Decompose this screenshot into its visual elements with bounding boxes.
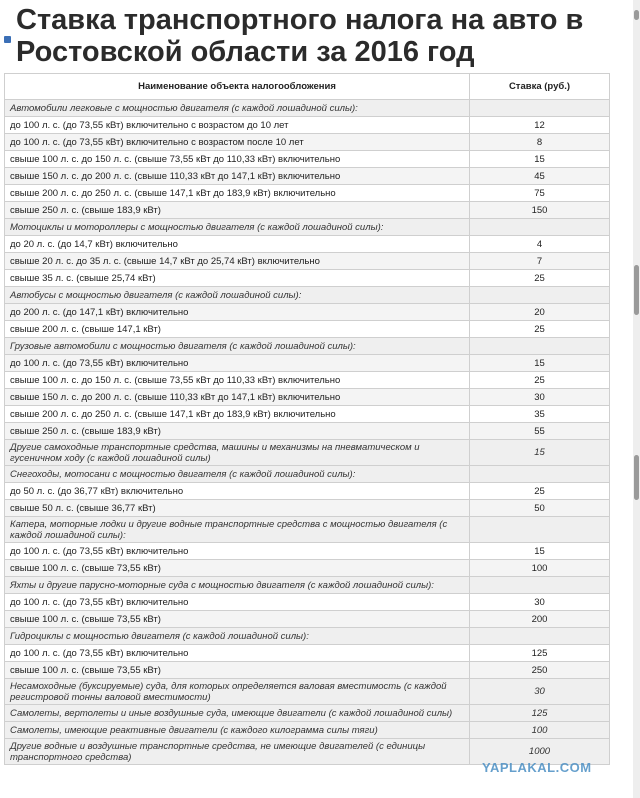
rate-cell: 100 (470, 560, 610, 577)
object-name-cell: свыше 100 л. с. (свыше 73,55 кВт) (5, 560, 470, 577)
rate-cell: 50 (470, 500, 610, 517)
object-name-cell: до 100 л. с. (до 73,55 кВт) включительно (5, 355, 470, 372)
rate-cell (470, 338, 610, 355)
bullet-marker-icon (4, 36, 11, 43)
rate-cell (470, 219, 610, 236)
rate-cell: 75 (470, 185, 610, 202)
object-name-cell: Другие самоходные транспортные средства, машины и механизмы на пневматическом и гусеничном ходу (с каждой лошадиной силы) (5, 440, 470, 466)
object-name-cell: свыше 250 л. с. (свыше 183,9 кВт) (5, 423, 470, 440)
object-name-cell: до 100 л. с. (до 73,55 кВт) включительно с возрастом после 10 лет (5, 134, 470, 151)
table-category-row (5, 219, 610, 236)
object-name-cell: до 50 л. с. (до 36,77 кВт) включительно (5, 483, 470, 500)
title-block (0, 0, 640, 72)
object-name-cell: Катера, моторные лодки и другие водные транспортные средства с мощностью двигателя (с каждой лошадиной силы): (5, 517, 470, 543)
rate-cell (470, 100, 610, 117)
rate-cell: 125 (470, 645, 610, 662)
object-name-cell: свыше 200 л. с. (свыше 147,1 кВт) (5, 321, 470, 338)
table-category-row (5, 338, 610, 355)
rate-cell: 100 (470, 722, 610, 739)
rate-cell: 7 (470, 253, 610, 270)
rate-cell (470, 628, 610, 645)
object-name-cell: свыше 200 л. с. до 250 л. с. (свыше 147,1 кВт до 183,9 кВт) включительно (5, 185, 470, 202)
object-name-cell: Яхты и другие парусно-моторные суда с мощностью двигателя (с каждой лошадиной силы): (5, 577, 470, 594)
rate-cell (470, 517, 610, 543)
object-name-cell: Автомобили легковые с мощностью двигателя (с каждой лошадиной силы): (5, 100, 470, 117)
object-name-cell: Самолеты, имеющие реактивные двигатели (с каждого килограмма силы тяги) (5, 722, 470, 739)
rate-cell: 30 (470, 594, 610, 611)
rate-cell: 8 (470, 134, 610, 151)
table-row (5, 253, 610, 270)
table-row (5, 236, 610, 253)
object-name-cell: Несамоходные (буксируемые) суда, для которых определяется валовая вместимость (с каждой регистровой тонны валовой вместимости) (5, 679, 470, 705)
object-name-cell: до 200 л. с. (до 147,1 кВт) включительно (5, 304, 470, 321)
scrollbar-track[interactable] (633, 0, 640, 798)
table-row (5, 560, 610, 577)
table-category-row (5, 628, 610, 645)
object-name-cell: свыше 250 л. с. (свыше 183,9 кВт) (5, 202, 470, 219)
object-name-cell: свыше 150 л. с. до 200 л. с. (свыше 110,33 кВт до 147,1 кВт) включительно (5, 389, 470, 406)
object-name-cell: свыше 150 л. с. до 200 л. с. (свыше 110,33 кВт до 147,1 кВт) включительно (5, 168, 470, 185)
object-name-cell: до 100 л. с. (до 73,55 кВт) включительно (5, 645, 470, 662)
column-header-object: Наименование объекта налогообложения (5, 74, 470, 100)
rate-cell: 4 (470, 236, 610, 253)
rate-cell: 15 (470, 151, 610, 168)
object-name-cell: свыше 20 л. с. до 35 л. с. (свыше 14,7 кВт до 25,74 кВт) включительно (5, 253, 470, 270)
table-category-row (5, 722, 610, 739)
table-category-row (5, 517, 610, 543)
rate-cell: 250 (470, 662, 610, 679)
rate-cell (470, 287, 610, 304)
rate-cell: 45 (470, 168, 610, 185)
table-row (5, 594, 610, 611)
table-category-row (5, 705, 610, 722)
table-row (5, 406, 610, 423)
table-row (5, 270, 610, 287)
table-body (5, 100, 610, 765)
rate-cell: 150 (470, 202, 610, 219)
page-title: Ставка транспортного налога на авто в Ростовской области за 2016 год (16, 4, 584, 68)
table-row (5, 185, 610, 202)
rate-cell: 30 (470, 679, 610, 705)
table-row (5, 202, 610, 219)
object-name-cell: до 100 л. с. (до 73,55 кВт) включительно (5, 543, 470, 560)
rate-cell (470, 466, 610, 483)
object-name-cell: свыше 100 л. с. (свыше 73,55 кВт) (5, 662, 470, 679)
object-name-cell: Самолеты, вертолеты и иные воздушные суда, имеющие двигатели (с каждой лошадиной силы) (5, 705, 470, 722)
table-row (5, 389, 610, 406)
rate-cell: 1000 (470, 739, 610, 765)
rate-cell: 25 (470, 372, 610, 389)
object-name-cell: до 100 л. с. (до 73,55 кВт) включительно (5, 594, 470, 611)
table-category-row (5, 577, 610, 594)
object-name-cell: свыше 100 л. с. до 150 л. с. (свыше 73,55 кВт до 110,33 кВт) включительно (5, 151, 470, 168)
table-row (5, 500, 610, 517)
object-name-cell: свыше 50 л. с. (свыше 36,77 кВт) (5, 500, 470, 517)
rate-cell: 55 (470, 423, 610, 440)
table-row (5, 423, 610, 440)
object-name-cell: свыше 100 л. с. до 150 л. с. (свыше 73,55 кВт до 110,33 кВт) включительно (5, 372, 470, 389)
rate-cell: 20 (470, 304, 610, 321)
rate-cell: 15 (470, 355, 610, 372)
rate-cell: 35 (470, 406, 610, 423)
table-row (5, 355, 610, 372)
scrollbar-thumb-lower[interactable] (634, 455, 639, 500)
table-row (5, 543, 610, 560)
table-row (5, 662, 610, 679)
table-category-row (5, 679, 610, 705)
rate-cell: 200 (470, 611, 610, 628)
tax-rate-table (4, 73, 610, 765)
table-category-row (5, 287, 610, 304)
object-name-cell: Автобусы с мощностью двигателя (с каждой лошадиной силы): (5, 287, 470, 304)
table-row (5, 134, 610, 151)
table-row (5, 151, 610, 168)
object-name-cell: свыше 200 л. с. до 250 л. с. (свыше 147,1 кВт до 183,9 кВт) включительно (5, 406, 470, 423)
object-name-cell: Другие водные и воздушные транспортные средства, не имеющие двигателей (с единицы транспортного средства) (5, 739, 470, 765)
table-row (5, 645, 610, 662)
rate-cell: 25 (470, 483, 610, 500)
scrollbar-thumb-top[interactable] (634, 10, 639, 20)
table-row (5, 483, 610, 500)
table-row (5, 372, 610, 389)
rate-cell: 15 (470, 440, 610, 466)
object-name-cell: свыше 100 л. с. (свыше 73,55 кВт) (5, 611, 470, 628)
object-name-cell: Снегоходы, мотосани с мощностью двигателя (с каждой лошадиной силы): (5, 466, 470, 483)
table-category-row (5, 440, 610, 466)
object-name-cell: Мотоциклы и мотороллеры с мощностью двигателя (с каждой лошадиной силы): (5, 219, 470, 236)
site-watermark: YAPLAKAL.COM (482, 760, 592, 775)
table-row (5, 168, 610, 185)
rate-cell: 15 (470, 543, 610, 560)
object-name-cell: Гидроциклы с мощностью двигателя (с каждой лошадиной силы): (5, 628, 470, 645)
rate-cell: 25 (470, 321, 610, 338)
object-name-cell: до 20 л. с. (до 14,7 кВт) включительно (5, 236, 470, 253)
rate-cell: 30 (470, 389, 610, 406)
object-name-cell: свыше 35 л. с. (свыше 25,74 кВт) (5, 270, 470, 287)
table-category-row (5, 466, 610, 483)
table-row (5, 611, 610, 628)
rate-cell (470, 577, 610, 594)
rate-cell: 125 (470, 705, 610, 722)
table-row (5, 321, 610, 338)
table-row (5, 117, 610, 134)
table-header-row (5, 74, 610, 100)
object-name-cell: Грузовые автомобили с мощностью двигателя (с каждой лошадиной силы): (5, 338, 470, 355)
rate-cell: 25 (470, 270, 610, 287)
table-row (5, 304, 610, 321)
scrollbar-thumb-middle[interactable] (634, 265, 639, 315)
rate-cell: 12 (470, 117, 610, 134)
table-category-row (5, 100, 610, 117)
column-header-rate: Ставка (руб.) (470, 74, 610, 100)
object-name-cell: до 100 л. с. (до 73,55 кВт) включительно с возрастом до 10 лет (5, 117, 470, 134)
